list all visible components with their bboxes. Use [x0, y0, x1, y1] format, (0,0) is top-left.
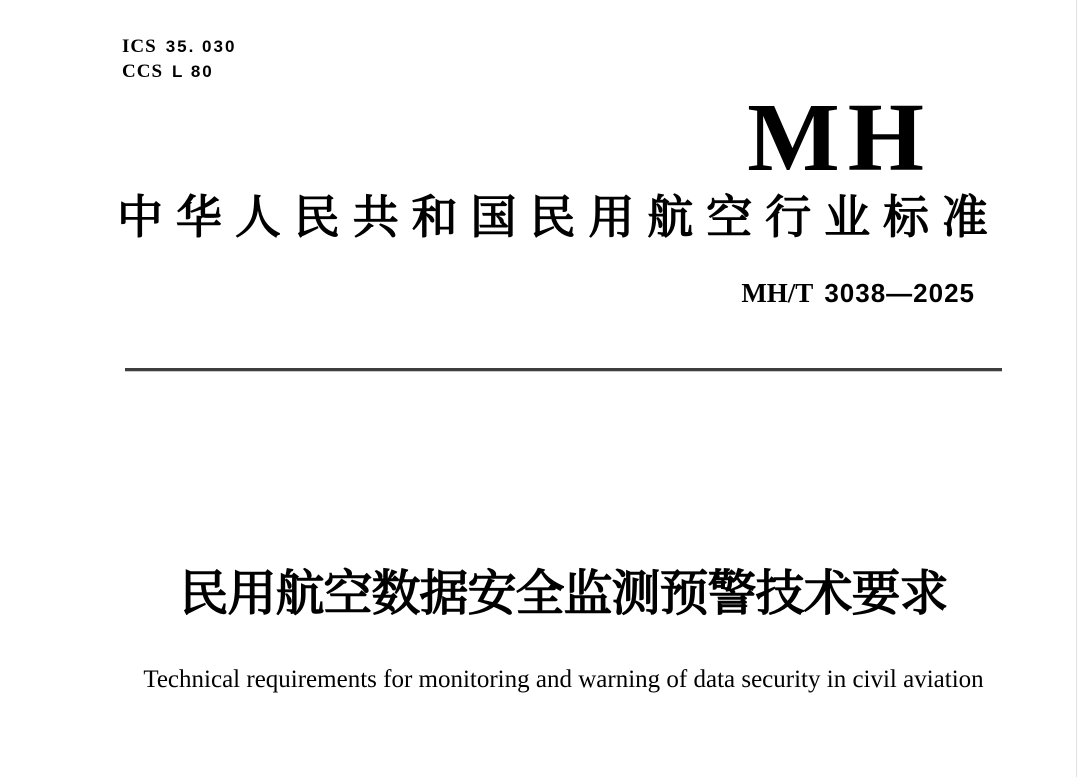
heading-char: 用: [588, 191, 635, 243]
heading-char: 中: [117, 191, 163, 243]
ccs-value: L 80: [172, 62, 214, 81]
ics-label: ICS: [122, 36, 157, 57]
ics-line: [122, 34, 236, 59]
standard-number-value: 3038—2025: [824, 278, 975, 308]
classification-codes: [122, 34, 236, 84]
document-title-en: Technical requirements for monitoring and warning of data security in civil aviation: [143, 666, 984, 693]
heading-char: 标: [882, 191, 929, 243]
page-edge-line: [1076, 0, 1077, 777]
heading-char: 华: [175, 191, 222, 243]
ics-value: 35. 030: [165, 37, 237, 56]
document-title-cn: 民用航空数据安全监测预警技术要求: [179, 567, 948, 621]
standard-number: [741, 278, 975, 313]
heading-char: 业: [824, 191, 871, 243]
heading-char: 民: [293, 191, 340, 243]
heading-char: 国: [470, 191, 517, 243]
heading-char: 民: [529, 191, 576, 243]
heading-char: 航: [647, 191, 694, 243]
heading-char: 和: [411, 191, 458, 243]
standard-number-prefix: MH/T: [741, 278, 814, 308]
heading-char: 共: [352, 191, 399, 243]
heading-char: 行: [765, 191, 812, 243]
heading-char: 空: [706, 191, 753, 243]
ccs-label: CCS: [122, 61, 164, 82]
mh-logotype: MH: [747, 84, 932, 192]
heading-char: 准: [941, 191, 988, 243]
national-standard-heading: [117, 192, 988, 243]
header-divider: [125, 368, 1002, 372]
ccs-line: [122, 59, 236, 84]
heading-char: 人: [234, 191, 281, 243]
